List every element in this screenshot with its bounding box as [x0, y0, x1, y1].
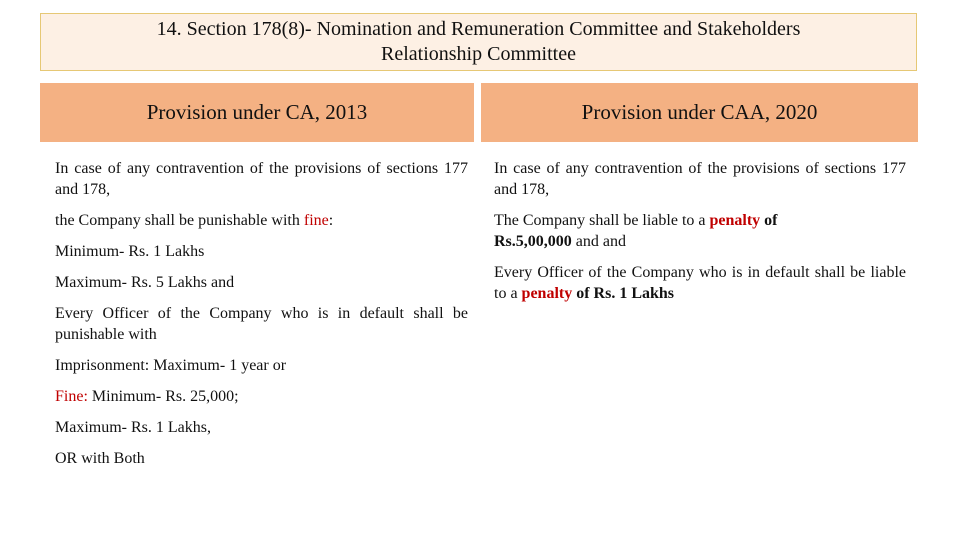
right-officer-penalty-highlight: penalty [521, 285, 573, 302]
left-column-content [55, 158, 468, 479]
slide-title [40, 13, 917, 71]
right-paragraph-contravention: In case of any contravention of the provisions of sections 177 and 178, [494, 160, 906, 198]
right-officer-penalty-amount: of Rs. 1 Lakhs [572, 285, 675, 302]
right-penalty-text: The Company shall be liable to a [494, 212, 710, 229]
right-paragraph-company-penalty [494, 210, 906, 252]
left-paragraph-officer-maximum: Maximum- Rs. 1 Lakhs, [55, 419, 211, 436]
right-penalty-amount: Rs.5,00,000 [494, 233, 572, 250]
title-line-2: Relationship Committee [381, 43, 576, 65]
right-column-header: Provision under CAA, 2020 [481, 83, 918, 142]
left-paragraph-maximum: Maximum- Rs. 5 Lakhs and [55, 274, 235, 291]
right-penalty-suffix: and and [571, 233, 626, 250]
left-paragraph-officer-fine [55, 386, 468, 407]
left-fine-colon: : [328, 212, 334, 229]
left-officer-fine-highlight: Fine: [55, 388, 88, 405]
left-fine-text: the Company shall be punishable with [55, 212, 304, 229]
left-paragraph-minimum: Minimum- Rs. 1 Lakhs [55, 243, 205, 260]
left-fine-highlight: fine [303, 212, 329, 229]
right-column-content [494, 158, 906, 314]
right-paragraph-officer-penalty [494, 262, 906, 304]
left-officer-fine-text: Minimum- Rs. 25,000; [87, 388, 239, 405]
right-penalty-highlight: penalty [709, 212, 761, 229]
left-paragraph-both: OR with Both [55, 450, 145, 467]
right-penalty-of: of [760, 212, 778, 229]
left-paragraph-imprisonment: Imprisonment: Maximum- 1 year or [55, 357, 287, 374]
left-paragraph-officer: Every Officer of the Company who is in default shall be punishable with [55, 305, 468, 343]
left-column-header: Provision under CA, 2013 [40, 83, 474, 142]
right-officer-text: Every Officer of the Company who is in default shall be liable to a [494, 264, 906, 302]
left-paragraph-contravention: In case of any contravention of the provisions of sections 177 and 178, [55, 160, 468, 198]
title-line-1: 14. Section 178(8)- Nomination and Remuneration Committee and Stakeholders [156, 18, 801, 40]
left-paragraph-company-fine [55, 210, 468, 231]
